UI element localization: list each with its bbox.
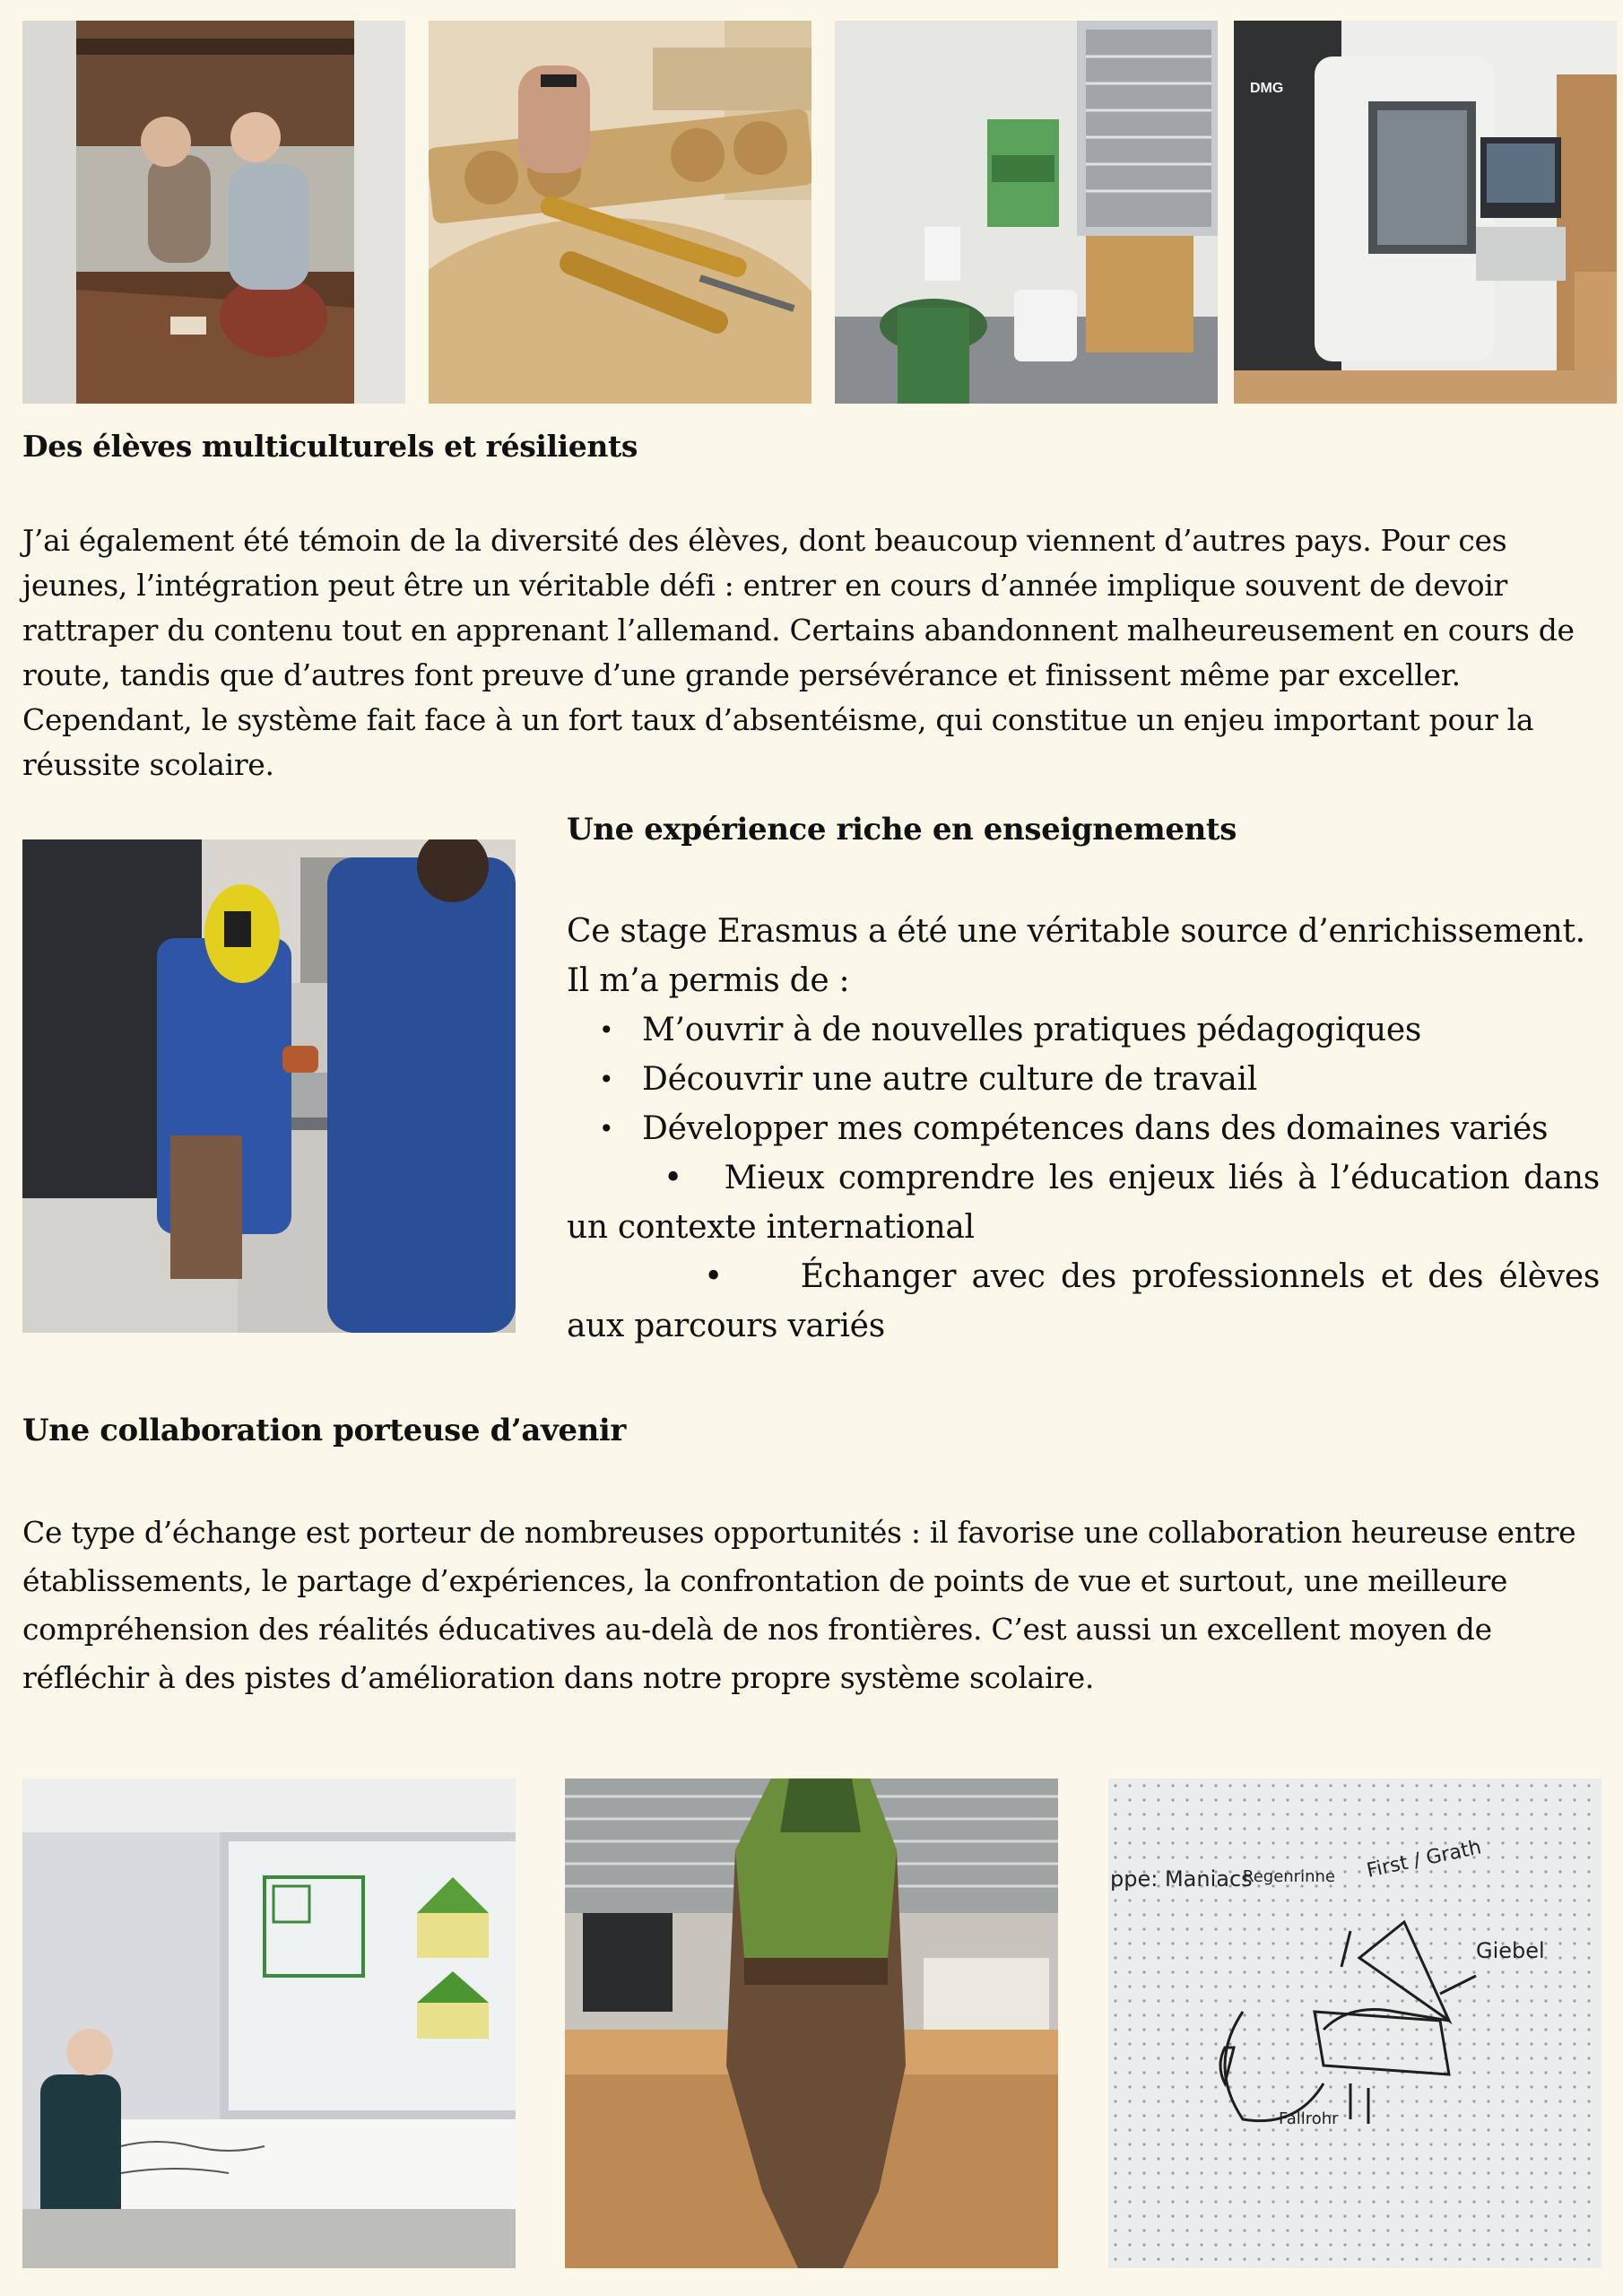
section-heading-collaboration: Une collaboration porteuse d’avenir (22, 1413, 626, 1448)
whiteboard-label-regenrinne: Regenrinne (1243, 1867, 1335, 1886)
experience-bullet-item: • M’ouvrir à de nouvelles pratiques pédagogiques (567, 1005, 1600, 1055)
machine-brand-label: DMG (1250, 81, 1284, 96)
whiteboard-label-fallrohr: Fallrohr (1279, 2109, 1339, 2128)
section-paragraph-collaboration: Ce type d’échange est porteur de nombreuses opportunités : il favorise une collaboration heureuse entre établissements, le partage d’expériences, la confrontation de points de vue et surtout, une meilleure compréhension des réalités éducatives au-delà de nos frontières. C’est aussi un excellent moyen de réfléchir à des pistes d’amélioration dans notre propre système scolaire. (22, 1515, 1576, 1695)
whiteboard-team-label: ppe: Maniacs (1110, 1866, 1253, 1892)
experience-intro-line1: Ce stage Erasmus a été une véritable source d’enrichissement. (567, 913, 1585, 950)
experience-bullet-item: • Échanger avec des professionnels et des élèves aux parcours variés (567, 1258, 1601, 1344)
photo-pixel-art-sculpture (565, 1779, 1058, 2268)
photo-welding-students (22, 839, 516, 1333)
whiteboard-label-first: First / Grath (1365, 1836, 1484, 1883)
experience-bullet-item: • Mieux comprendre les enjeux liés à l’éducation dans un contexte international (567, 1160, 1600, 1246)
section-paragraph-multicultural: J’ai également été témoin de la diversité des élèves, dont beaucoup viennent d’autres pays. Pour ces jeunes, l’intégration peut être un véritable défi : entrer en cours d’année implique souvent de devoir rattraper du contenu tout en apprenant l’allemand. Certains abandonnent malheureusement en cours de route, tandis que d’autres font preuve d’une grande persévérance et finissent même par exceller. Cependant, le système fait face à un fort taux d’absentéisme, qui constitue un enjeu important pour la réussite scolaire. (22, 523, 1575, 782)
photo-students-woodworking (22, 21, 405, 404)
experience-intro-line2: Il m’a permis de : (567, 962, 850, 999)
experience-bullet-item: • Développer mes compétences dans des domaines variés (567, 1104, 1600, 1153)
photo-classroom-presentation (22, 1779, 516, 2268)
experience-bullet-item: • Découvrir une autre culture de travail (567, 1055, 1600, 1104)
bullet-marker: • (704, 1258, 723, 1295)
section-heading-experience: Une expérience riche en enseignements (567, 812, 1237, 848)
experience-bullet-list (567, 1005, 1600, 1351)
photo-wood-carving-tools (429, 21, 812, 404)
section-heading-multicultural: Des élèves multiculturels et résilients (22, 429, 638, 464)
photo-cnc-machine (1234, 21, 1617, 404)
whiteboard-label-giebel: Giebel (1476, 1938, 1545, 1963)
bullet-marker: • (664, 1160, 682, 1196)
photo-workshop-room (835, 21, 1218, 404)
experience-content (567, 907, 1600, 1351)
photo-whiteboard-sketch (1108, 1779, 1601, 2268)
